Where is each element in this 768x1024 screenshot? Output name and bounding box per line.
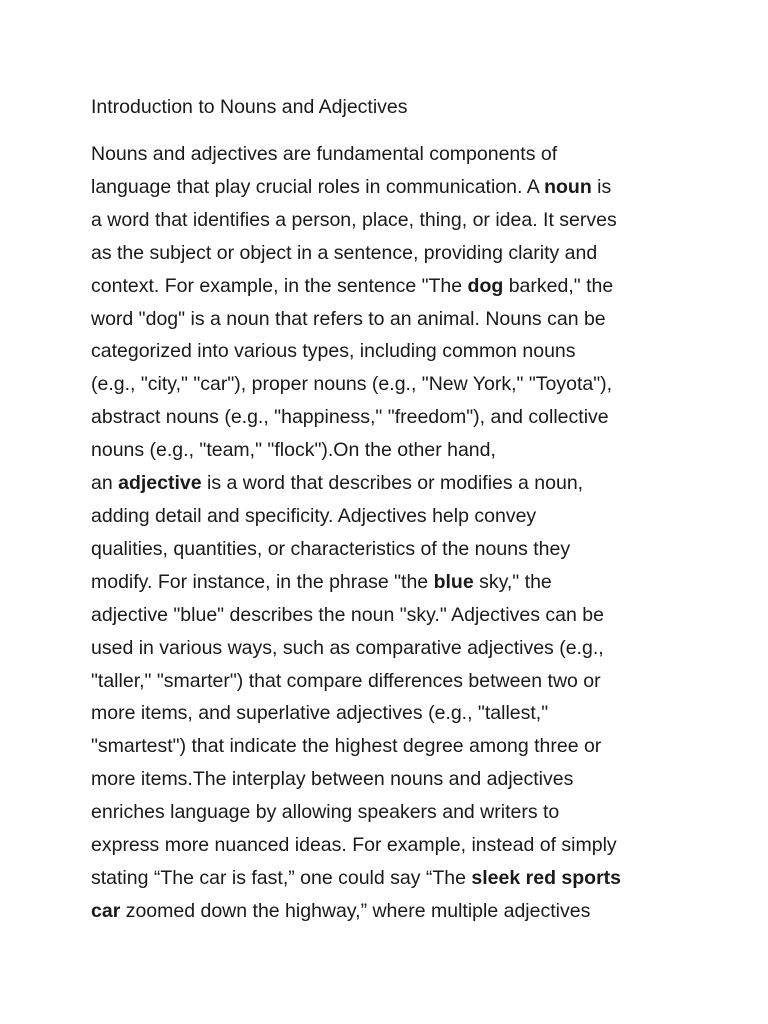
body-text-run: barked," the xyxy=(503,274,614,297)
body-text-run: adjective "blue" describes the noun "sky." Adjectives can be xyxy=(91,603,604,626)
body-line xyxy=(91,401,691,434)
body-text-run: qualities, quantities, or characteristics of the nouns they xyxy=(91,537,571,560)
body-text-run: nouns (e.g., "team," "flock").On the other hand, xyxy=(91,439,496,462)
body-text-run: more items, and superlative adjectives (e.g., "tallest," xyxy=(91,702,549,725)
body-line xyxy=(91,895,691,928)
body-text-run: as the subject or object in a sentence, providing clarity and xyxy=(91,241,598,264)
body-text-run: abstract nouns (e.g., "happiness," "freedom"), and collective xyxy=(91,406,609,429)
body-line xyxy=(91,632,691,665)
bold-term: car xyxy=(91,899,121,922)
body-text-run: sky," the xyxy=(473,570,552,593)
document-body xyxy=(91,138,691,928)
body-text-run: an xyxy=(91,472,119,495)
body-text-run: context. For example, in the sentence "The xyxy=(91,274,468,297)
body-line xyxy=(91,599,691,632)
body-text-run: used in various ways, such as comparative adjectives (e.g., xyxy=(91,636,604,659)
body-text-run: enriches language by allowing speakers and writers to xyxy=(91,801,560,824)
bold-term: dog xyxy=(467,274,504,297)
body-line xyxy=(91,730,691,763)
bold-term: adjective xyxy=(118,472,202,495)
body-line xyxy=(91,862,691,895)
body-text-run: is a word that describes or modifies a noun, xyxy=(201,472,584,495)
body-line xyxy=(91,467,691,500)
body-line xyxy=(91,500,691,533)
body-text-run: "smartest") that indicate the highest degree among three or xyxy=(91,735,602,758)
bold-term: blue xyxy=(433,570,474,593)
body-line xyxy=(91,368,691,401)
body-line xyxy=(91,138,691,171)
bold-term: sleek red sports xyxy=(471,866,621,889)
body-text-run: is xyxy=(591,175,612,198)
body-text-run: categorized into various types, including common nouns xyxy=(91,340,576,363)
body-line xyxy=(91,796,691,829)
body-line xyxy=(91,171,691,204)
body-line xyxy=(91,270,691,303)
body-text-run: stating “The car is fast,” one could say “The xyxy=(91,866,472,889)
body-text-run: modify. For instance, in the phrase "the xyxy=(91,570,434,593)
body-text-run: Nouns and adjectives are fundamental components of xyxy=(91,143,558,165)
body-line xyxy=(91,237,691,270)
body-text-run: a word that identifies a person, place, thing, or idea. It serves xyxy=(91,208,617,231)
body-line xyxy=(91,566,691,599)
body-text-run: "taller," "smarter") that compare differences between two or xyxy=(91,669,601,692)
document-page xyxy=(91,92,691,928)
body-line xyxy=(91,763,691,796)
body-line xyxy=(91,204,691,237)
body-line xyxy=(91,829,691,862)
body-line xyxy=(91,303,691,336)
body-line xyxy=(91,697,691,730)
body-text-run: more items.The interplay between nouns and adjectives xyxy=(91,768,574,791)
body-line xyxy=(91,665,691,698)
body-text-run: express more nuanced ideas. For example, instead of simply xyxy=(91,834,617,857)
body-text-run: (e.g., "city," "car"), proper nouns (e.g., "New York," "Toyota"), xyxy=(91,373,613,396)
bold-term: noun xyxy=(544,175,592,198)
body-line xyxy=(91,335,691,368)
body-text-run: adding detail and specificity. Adjectives help convey xyxy=(91,504,537,527)
body-line xyxy=(91,533,691,566)
body-text-run: word "dog" is a noun that refers to an animal. Nouns can be xyxy=(91,307,606,330)
body-text-run: language that play crucial roles in communication. A xyxy=(91,175,545,198)
body-line xyxy=(91,434,691,467)
document-title: Introduction to Nouns and Adjectives xyxy=(91,96,408,118)
body-text-run: zoomed down the highway,” where multiple adjectives xyxy=(120,899,591,922)
